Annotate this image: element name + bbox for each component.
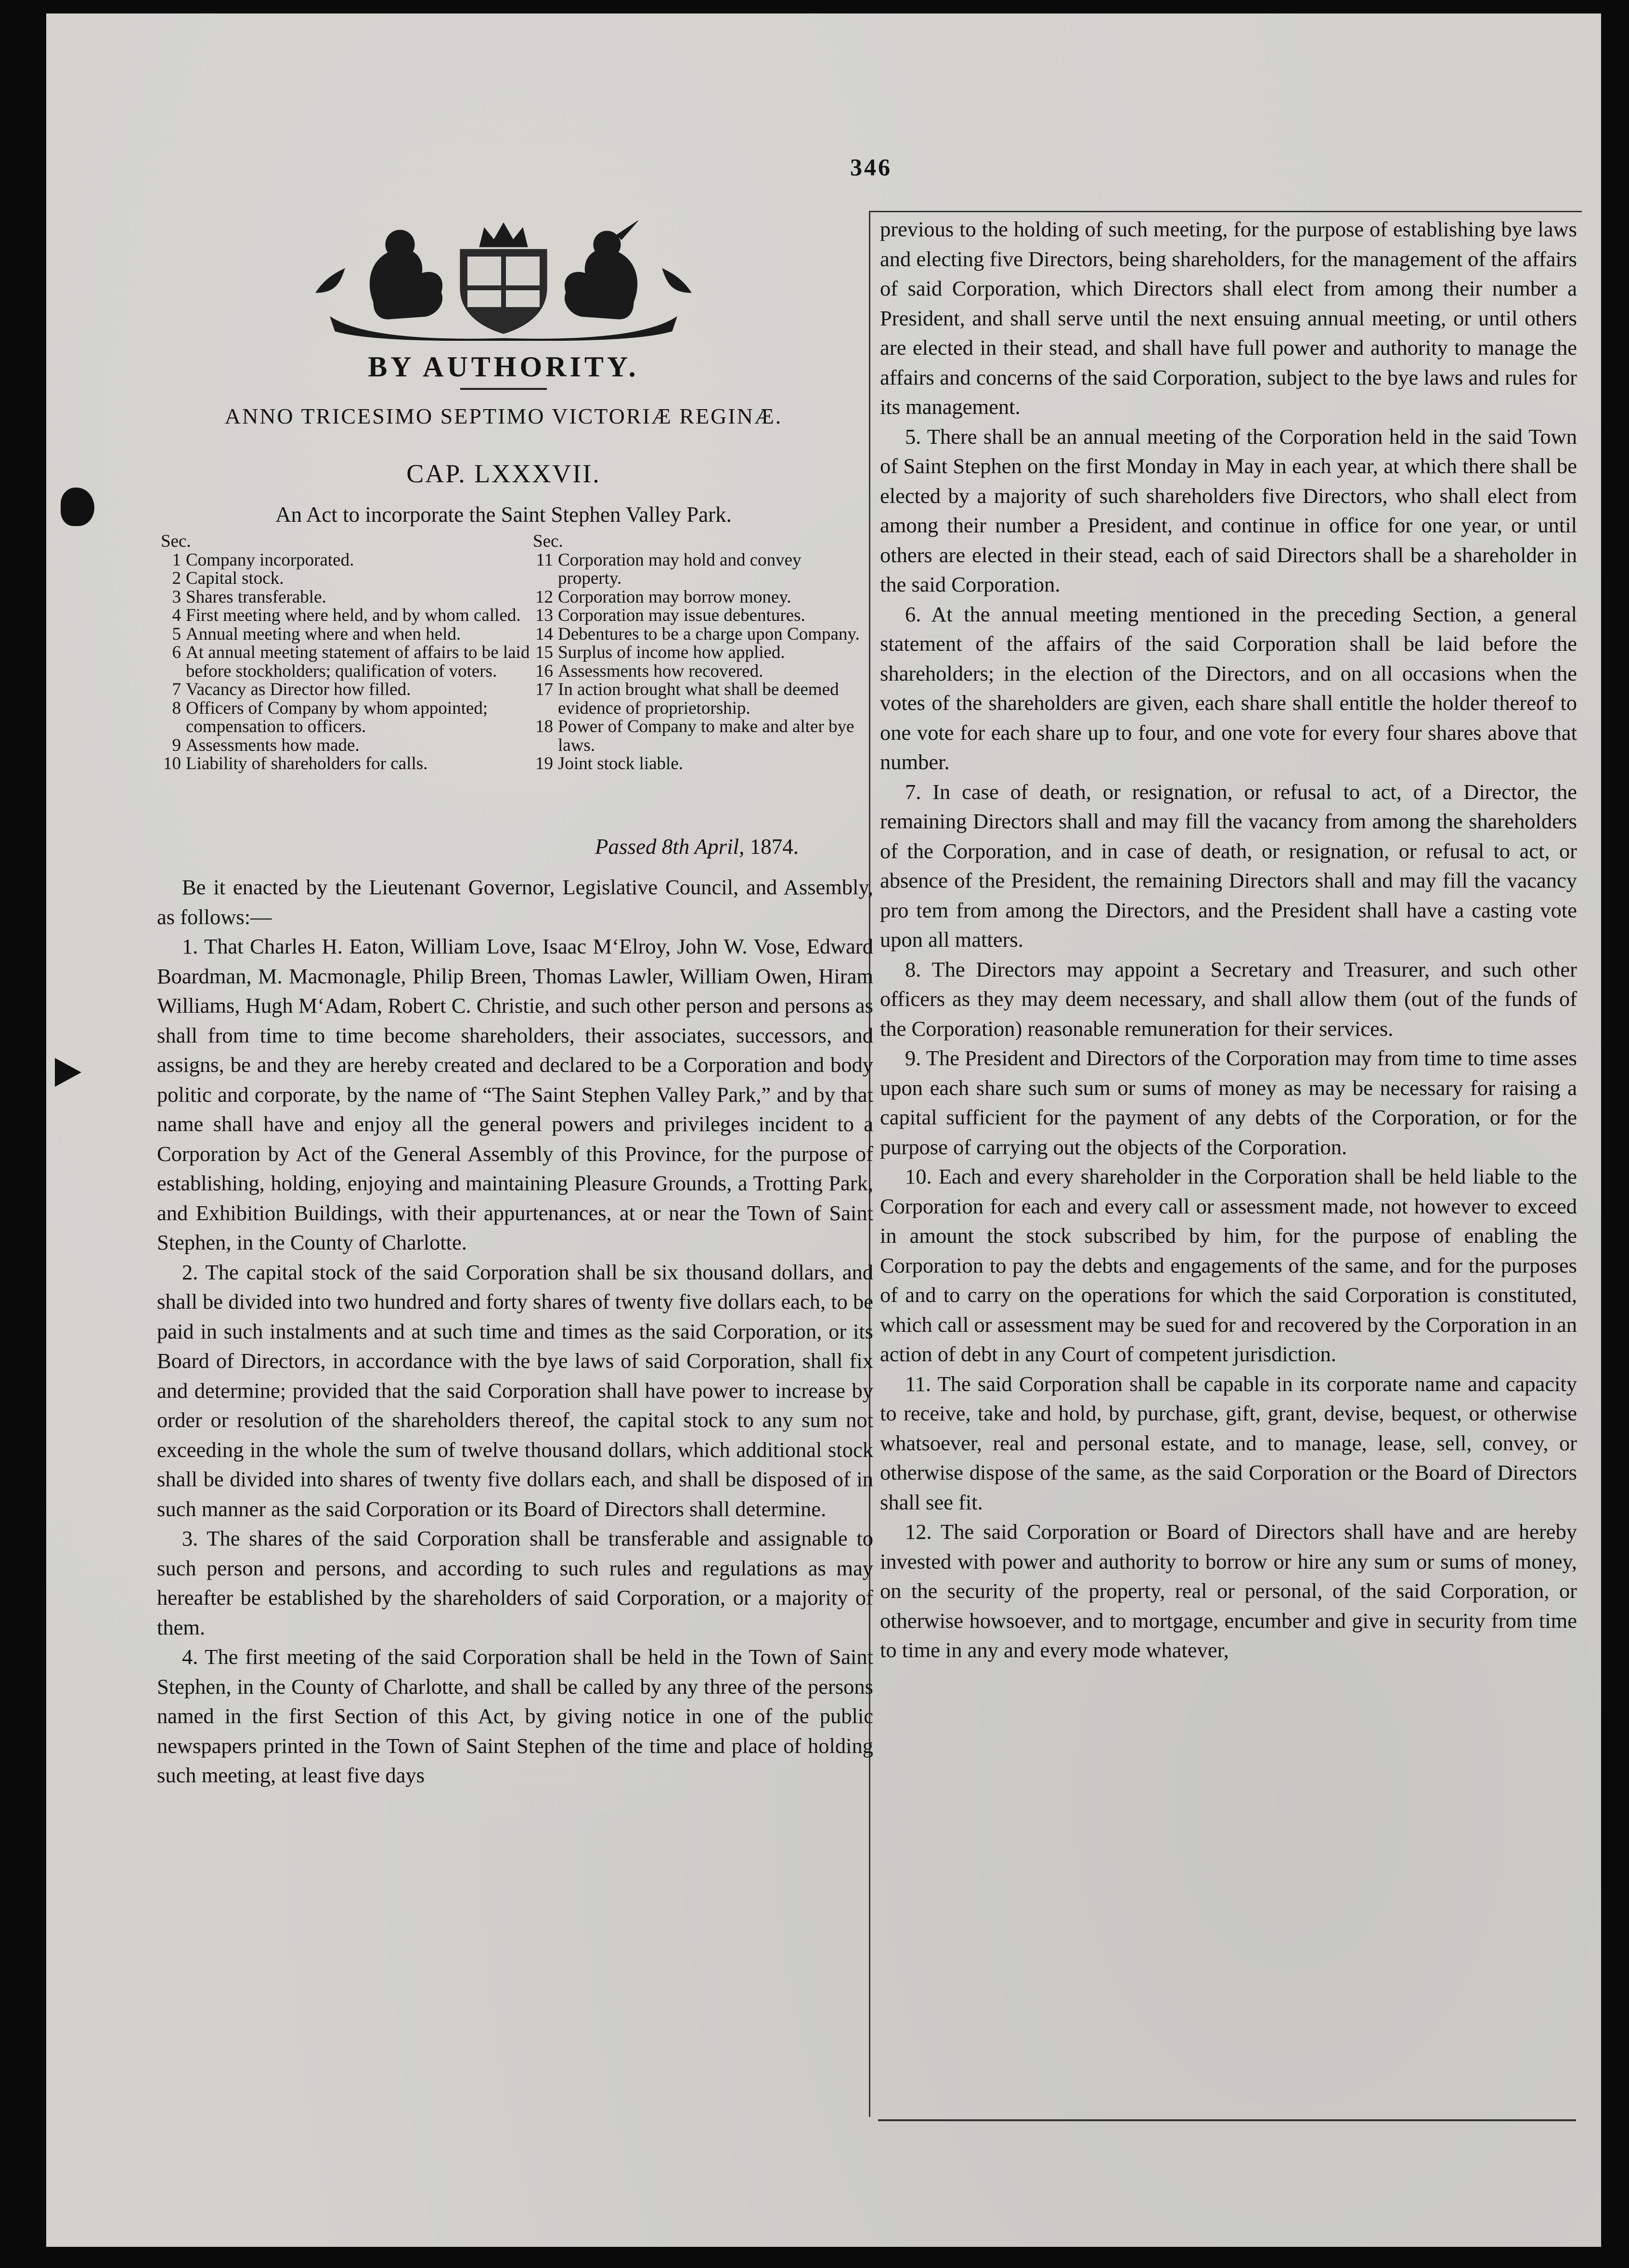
section-index-text: Power of Company to make and alter bye laws. bbox=[558, 717, 854, 755]
section-index-text: Shares transferable. bbox=[186, 587, 326, 607]
section-index-number: 17 bbox=[535, 680, 553, 699]
section-index-text: Vacancy as Director how filled. bbox=[186, 680, 411, 699]
sec-label: Sec. bbox=[161, 531, 191, 551]
section-index-text: Capital stock. bbox=[186, 568, 284, 588]
section-index-number: 1 bbox=[172, 550, 181, 570]
section-index-text: Assessments how made. bbox=[186, 735, 360, 755]
passed-date-text: Passed 8th April, bbox=[595, 835, 745, 859]
section-paragraph: 10. Each and every shareholder in the Corporation shall be held liable to the Corporation for each and every call or assessment made, not however to exceed in amount the stock subscribed by him, for the purpose of enabling the Corporation to pay the debts and engagements of the same, and for the purposes of and to carry on the operations for which the said Corporation is constituted, which call or assessment may be sued for and recovered by the Corporation in an action of debt in any Court of competent jurisdiction. bbox=[880, 1164, 1577, 1366]
ink-arrow-mark bbox=[55, 1058, 81, 1087]
chapter-number: CAP. LXXXVII. bbox=[406, 459, 601, 488]
section-index-item bbox=[158, 606, 538, 625]
section-index-text: Surplus of income how applied. bbox=[558, 643, 785, 662]
section-index-number: 18 bbox=[535, 717, 553, 736]
section-paragraph: 3. The shares of the said Corporation shall be transferable and assignable to such person and persons, and according to such rules and regulations as may hereafter be established by the shareholders of said Corporation, or a majority of them. bbox=[157, 1526, 873, 1639]
section-index-item bbox=[530, 588, 867, 607]
section-index-item bbox=[158, 588, 538, 607]
section-paragraph: 7. In case of death, or resignation, or refusal to act, of a Director, the remaining Directors shall and may fill the vacancy from among the shareholders of the Corporation, and in case of death, or resignation, or refusal to act, or absence of the President, the remaining Directors shall and may fill the vacancy pro tem from among the Directors, and the President shall have a casting vote upon all matters. bbox=[880, 779, 1577, 952]
section-index-text: At annual meeting statement of affairs to be laid before stockholders; qualification of voters. bbox=[186, 643, 530, 681]
section-index-item bbox=[158, 681, 538, 699]
section-index-text: In action brought what shall be deemed evidence of proprietorship. bbox=[558, 680, 839, 718]
section-index-text: First meeting where held, and by whom called. bbox=[186, 606, 521, 625]
section-index-item bbox=[530, 681, 867, 718]
regnal-year-line: ANNO TRICESIMO SEPTIMO VICTORIÆ REGINÆ. bbox=[224, 404, 783, 428]
section-paragraph: 2. The capital stock of the said Corporation shall be six thousand dollars, and shall be divided into two hundred and forty shares of twenty five dollars each, to be paid in such instalments and at such time and times as the said Corporation, or its Board of Directors, in accordance with the bye laws of said Corporation, shall fix and determine; provided that the said Corporation shall have power to increase by order or resolution of the shareholders thereof, the capital stock to any sum not exceeding in the whole the sum of twelve thousand dollars, which additional stock shall be divided into shares of twenty five dollars each, and shall be disposed of in such manner as the said Corporation or its Board of Directors shall determine. bbox=[157, 1260, 873, 1521]
section-paragraph: 1. That Charles H. Eaton, William Love, Isaac M‘Elroy, John W. Vose, Edward Boardman, M. Macmonagle, Philip Breen, Thomas Lawler, William Owen, Hiram Williams, Hugh M‘Adam, Robert C. Christie, and such other person and persons as shall from time to time become shareholders, their associates, successors, and assigns, be and they are hereby created and declared to be a Corporation and body politic and corporate, by the name of “The Saint Stephen Valley Park,” and by that name shall have and enjoy all the general powers and privileges incident to a Corporation by Act of the General Assembly of this Province, for the purpose of establishing, holding, enjoying and maintaining Pleasure Grounds, a Trotting Park, and Exhibition Buildings, with their appurtenances, at or near the Town of Saint Stephen, in the County of Charlotte. bbox=[157, 934, 873, 1254]
section-index-text: Officers of Company by whom appointed; compensation to officers. bbox=[186, 698, 488, 736]
enacting-clause: Be it enacted by the Lieutenant Governor, Legislative Council, and Assembly, as follows:— bbox=[157, 875, 873, 929]
section-index-number: 12 bbox=[535, 587, 553, 607]
section-index-item bbox=[158, 755, 538, 773]
right-column-top-rule bbox=[869, 211, 1582, 212]
section-index-number: 10 bbox=[163, 754, 181, 773]
section-index-text: Corporation may hold and convey property. bbox=[558, 550, 802, 588]
section-index-number: 6 bbox=[172, 643, 181, 662]
section-index-right bbox=[530, 532, 867, 773]
section-index-item bbox=[158, 625, 538, 644]
section-index-number: 2 bbox=[172, 568, 181, 588]
passed-year: 1874. bbox=[750, 835, 799, 859]
section-index-text: Corporation may borrow money. bbox=[558, 587, 791, 607]
page-bottom-rule bbox=[878, 2119, 1576, 2121]
section-index-number: 5 bbox=[172, 624, 181, 644]
section-index-number: 8 bbox=[172, 698, 181, 718]
section-index-number: 9 bbox=[172, 735, 181, 755]
section-paragraph: 4. The first meeting of the said Corporation shall be held in the Town of Saint Stephen, in the County of Charlotte, and shall be called by any three of the persons named in the first Section of this Act, by giving notice in one of the public newspapers printed in the Town of Saint Stephen of the time and place of holding such meeting, at least five days bbox=[157, 1645, 873, 1787]
section-index-number: 13 bbox=[535, 606, 553, 625]
section-index-item bbox=[530, 644, 867, 662]
section-index-number: 16 bbox=[535, 661, 553, 681]
section-index-number: 7 bbox=[172, 680, 181, 699]
royal-coat-of-arms-emblem bbox=[301, 220, 706, 341]
section-index-item bbox=[158, 736, 538, 755]
section-paragraph: 11. The said Corporation shall be capable in its corporate name and capacity to receive, take and hold, by purchase, gift, grant, devise, bequest, or otherwise whatsoever, real and personal estate, and to manage, lease, sell, convey, or otherwise dispose of the same, as the said Corporation or the Board of Directors shall see fit. bbox=[880, 1371, 1577, 1514]
section-index-text: Debentures to be a charge upon Company. bbox=[558, 624, 860, 644]
passed-date bbox=[595, 834, 799, 859]
by-authority-heading: BY AUTHORITY. bbox=[368, 351, 639, 383]
section-index-item bbox=[158, 699, 538, 736]
section-paragraph: 5. There shall be an annual meeting of the Corporation held in the said Town of Saint Stephen on the first Monday in May in each year, at which there shall be elected by a majority of such shareholders five Directors, who shall elect from among their number a President, and continue in office for one year, or until others are elected in their stead, each of said Directors shall be a shareholder in the said Corporation. bbox=[880, 424, 1577, 596]
ink-blot-mark bbox=[61, 488, 94, 526]
section-index-text: Company incorporated. bbox=[186, 550, 354, 570]
section-index-item bbox=[530, 755, 867, 773]
section-index-number: 4 bbox=[172, 606, 181, 625]
section-paragraph: 12. The said Corporation or Board of Directors shall have and are hereby invested with power and authority to borrow or hire any sum or sums of money, on the security of the property, real or personal, of the said Corporation, or otherwise howsoever, and to mortgage, encumber and give in security from time to time in any and every mode whatever, bbox=[880, 1520, 1577, 1662]
section-index-text: Assessments how recovered. bbox=[558, 661, 763, 681]
section-index-item bbox=[158, 551, 538, 570]
section-index-text: Corporation may issue debentures. bbox=[558, 606, 805, 625]
section-index-text: Annual meeting where and when held. bbox=[186, 624, 461, 644]
section-index-number: 3 bbox=[172, 587, 181, 607]
section-index-item bbox=[530, 718, 867, 755]
section-index-number: 14 bbox=[535, 624, 553, 644]
section-index-item bbox=[530, 625, 867, 644]
right-text-column bbox=[880, 215, 1577, 1665]
page-number: 346 bbox=[850, 154, 892, 180]
section-paragraph-continued: previous to the holding of such meeting, for the purpose of establishing bye laws and electing five Directors, being shareholders, for the management of the affairs of said Corporation, which Directors shall elect from among their number a President, and shall serve until the next ensuing annual meeting, or until others are elected in their stead, and shall have full power and authority to manage the affairs and concerns of the said Corporation, subject to the bye laws and rules for its management. bbox=[880, 217, 1577, 419]
section-index-item bbox=[158, 569, 538, 588]
section-index-item bbox=[158, 644, 538, 681]
section-index-number: 11 bbox=[536, 550, 553, 570]
section-index-text: Liability of shareholders for calls. bbox=[186, 754, 428, 773]
section-index-item bbox=[530, 606, 867, 625]
left-text-column bbox=[157, 873, 873, 1791]
act-title: An Act to incorporate the Saint Stephen Valley Park. bbox=[275, 503, 732, 527]
section-index-left bbox=[158, 532, 538, 773]
section-paragraph: 9. The President and Directors of the Corporation may from time to time asses upon each share such sum or sums of money as may be necessary for raising a capital sufficient for the payment of any debts of the Corporation, or for the purpose of carrying out the objects of the Corporation. bbox=[880, 1046, 1577, 1159]
section-index-text: Joint stock liable. bbox=[558, 754, 683, 773]
heading-rule bbox=[460, 388, 547, 390]
section-index-item bbox=[530, 551, 867, 588]
section-paragraph: 8. The Directors may appoint a Secretary and Treasurer, and such other officers as they may deem necessary, and shall allow them (out of the funds of the Corporation) reasonable remuneration for their services. bbox=[880, 957, 1577, 1041]
section-index-number: 15 bbox=[535, 643, 553, 662]
section-paragraph: 6. At the annual meeting mentioned in the preceding Section, a general statement of the affairs of the said Corporation shall be laid before the shareholders; in the election of the Directors, and on all occasions when the votes of the shareholders are given, each share shall entitle the holder thereof to one vote for each share up to four, and one vote for every four shares above that number. bbox=[880, 602, 1577, 774]
section-index-item bbox=[530, 662, 867, 681]
sec-label: Sec. bbox=[533, 531, 563, 551]
document-page bbox=[46, 13, 1601, 2247]
section-index-number: 19 bbox=[535, 754, 553, 773]
